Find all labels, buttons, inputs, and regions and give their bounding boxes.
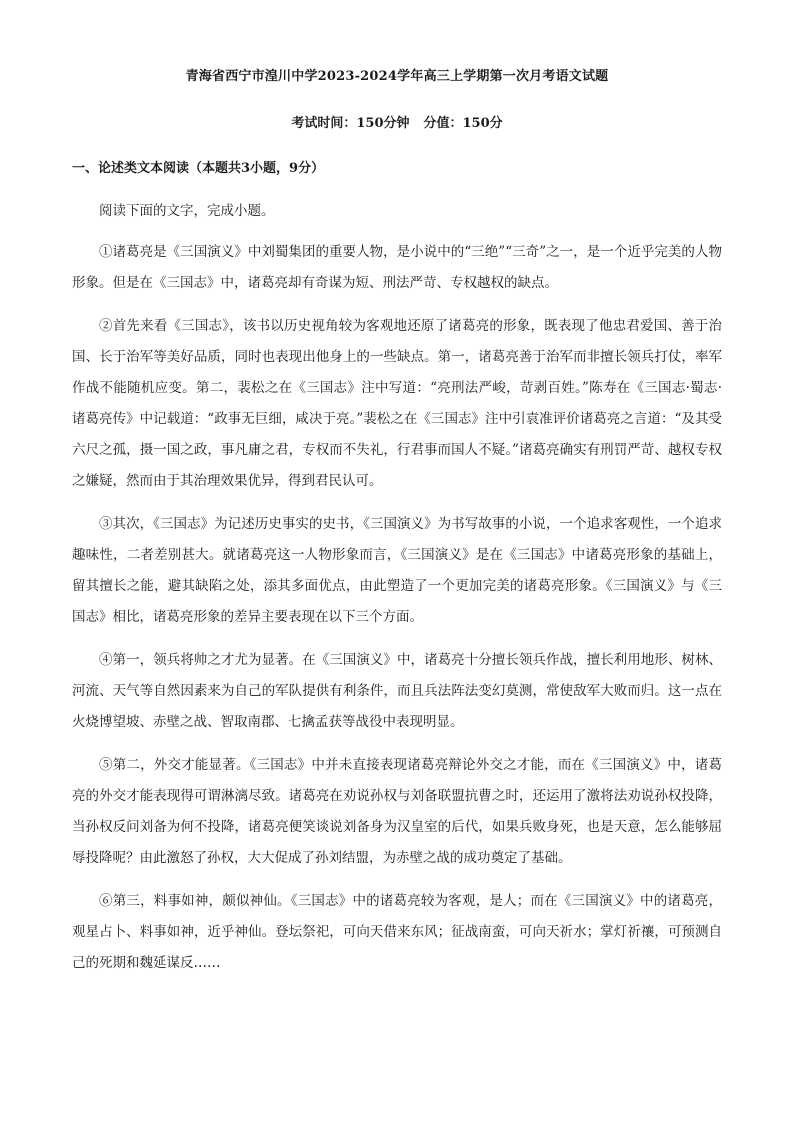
paragraph-6: ⑥第三，料事如神，颇似神仙。《三国志》中的诸葛亮较为客观，是人；而在《三国演义》中的诸葛亮，观星占卜、料事如神，近乎神仙。登坛祭祀，可向天借来东风；征战南蛮，可向天祈水；掌灯祈禳，可预测自己的死期和魏延谋反…… — [72, 893, 722, 971]
reading-passage — [72, 196, 722, 991]
reading-instruction: 阅读下面的文字，完成小题。 — [99, 203, 275, 219]
section-heading: 一、论述类文本阅读（本题共3小题，9分） — [72, 161, 325, 176]
paragraph-4: ④第一，领兵将帅之才尤为显著。在《三国演义》中，诸葛亮十分擅长领兵作战，擅长利用地形、树林、河流、天气等自然因素来为自己的军队提供有利条件，而且兵法阵法变幻莫测，常使敌军大败而归。这一点在火烧博望坡、赤壁之战、智取南郡、七擒孟获等战役中表现明显。 — [72, 652, 722, 730]
document-title: 青海省西宁市湟川中学2023-2024学年高三上学期第一次月考语文试题 — [185, 69, 609, 84]
exam-score: 分值：150分 — [423, 116, 503, 131]
exam-time: 考试时间：150分钟 — [291, 116, 410, 131]
paragraph-2: ②首先来看《三国志》，该书以历史视角较为客观地还原了诸葛亮的形象，既表现了他忠君爱国、善于治国、长于治军等美好品质，同时也表现出他身上的一些缺点。第一，诸葛亮善于治军而非擅长领兵打仗，率军作战不能随机应变。第二，裴松之在《三国志》注中写道：“亮刑法严峻，苛剥百姓。”陈寿在《三国志·蜀志·诸葛亮传》中记载道：“政事无巨细，咸决于亮。”裴松之在《三国志》注中引袁准评价诸葛亮之言道：“及其受六尺之孤，摄一国之政，事凡庸之君，专权而不失礼，行君事而国人不疑。”诸葛亮确实有刑罚严苛、越权专权之嫌疑，然而由于其治理效果优异，得到君民认可。 — [72, 318, 722, 489]
exam-meta — [72, 112, 722, 131]
paragraph-3: ③其次，《三国志》为记述历史事实的史书，《三国演义》为书写故事的小说，一个追求客观性，一个追求趣味性，二者差别甚大。就诸葛亮这一人物形象而言，《三国演义》是在《三国志》中诸葛亮形象的基础上，留其擅长之能，避其缺陷之处，添其多面优点，由此塑造了一个更加完美的诸葛亮形象。《三国演义》与《三国志》相比，诸葛亮形象的差异主要表现在以下三个方面。 — [72, 516, 722, 625]
paragraph-1: ①诸葛亮是《三国演义》中刘蜀集团的重要人物，是小说中的“三绝”“三奇”之一，是一个近乎完美的人物形象。但是在《三国志》中，诸葛亮却有奇谋为短、刑法严苛、专权越权的缺点。 — [72, 244, 722, 291]
paragraph-5: ⑤第二，外交才能显著。《三国志》中并未直接表现诸葛亮辩论外交之才能，而在《三国演义》中，诸葛亮的外交才能表现得可谓淋漓尽致。诸葛亮在劝说孙权与刘备联盟抗曹之时，还运用了激将法劝说孙权投降，当孙权反问刘备为何不投降，诸葛亮便笑谈说刘备身为汉皇室的后代，如果兵败身死，也是天意，怎么能够屈辱投降呢？由此激怒了孙权，大大促成了孙刘结盟，为赤壁之战的成功奠定了基础。 — [72, 757, 722, 866]
